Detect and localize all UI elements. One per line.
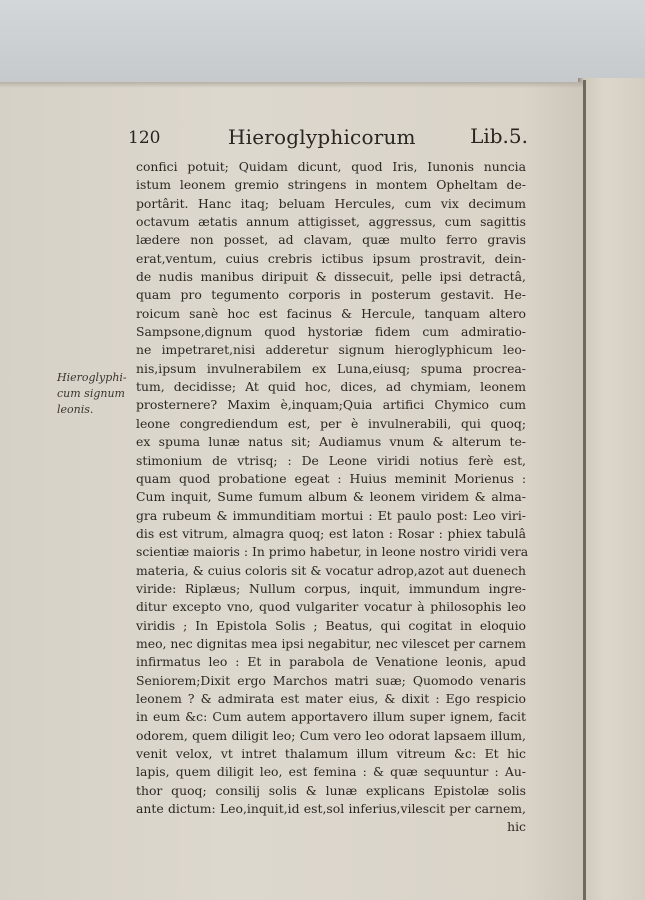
- text-line: erat,ventum, cuius crebris ictibus ipsum prostravit, dein-: [136, 250, 526, 266]
- text-line: portârit. Hanc itaq; beluam Hercules, cum vix decimum: [136, 195, 526, 211]
- marginal-note: [57, 370, 135, 418]
- text-line: venit velox, vt intret thalamum illum vitreum &c: Et hic: [136, 746, 526, 761]
- text-line: scientiæ maioris : In primo habetur, in leone nostro viridi vera: [136, 544, 529, 560]
- facing-page-edge: [578, 78, 645, 900]
- text-line: octavum ætatis annum attigisset, aggressus, cum sagittis: [136, 214, 526, 230]
- text-line: viride: Riplæus; Nullum corpus, inquit, immundum ingre-: [136, 580, 526, 596]
- text-line: stimonium de vtrisq; : De Leone viridi notius ferè est,: [136, 452, 526, 468]
- text-line: gra rubeum & immunditiam mortui : Et paulo post: Leo viri-: [136, 507, 526, 523]
- text-line: viridis ; In Epistola Solis ; Beatus, qui cogitat in eloquio: [136, 617, 526, 633]
- text-line: thor quoq; consilij solis & lunæ explicans Epistolæ solis: [136, 782, 526, 798]
- text-line: infirmatus leo : Et in parabola de Venatione leonis, apud: [136, 654, 526, 670]
- text-line: ante dictum: Leo,inquit,id est,sol inferius,vilescit per carnem,: [136, 801, 526, 817]
- text-line: Cum inquit, Sume fumum album & leonem viridem & alma-: [136, 489, 526, 505]
- text-line: de nudis manibus diripuit & dissecuit, pelle ipsi detractâ,: [136, 269, 526, 285]
- text-line: materia, & cuius coloris sit & vocatur adrop,azot aut duenech: [136, 562, 526, 578]
- marginal-note-line: Hieroglyphi-: [57, 371, 127, 384]
- text-line: quam pro tegumento corporis in posterum gestavit. He-: [136, 287, 526, 303]
- text-line: nis,ipsum invulnerabilem ex Luna,eiusq; spuma procrea-: [136, 360, 526, 376]
- background-surface: [0, 0, 645, 90]
- body-text: [136, 158, 529, 837]
- text-line: dis est vitrum, almagra quoq; est laton : Rosar : phiex tabulâ: [136, 525, 526, 541]
- text-line: odorem, quem diligit leo; Cum vero leo odorat lapsaem illum,: [136, 727, 526, 743]
- text-line: tum, decidisse; At quid hoc, dices, ad chymiam, leonem: [136, 379, 526, 395]
- text-line: ne impetraret,nisi adderetur signum hieroglyphicum leo-: [136, 342, 526, 358]
- book-label: Lib.5.: [470, 124, 528, 148]
- running-title: Hieroglyphicorum: [228, 125, 416, 149]
- text-line: quam quod probatione egeat : Huius meminit Morienus :: [136, 470, 526, 486]
- page-gutter: [583, 80, 586, 900]
- text-line: roicum sanè hoc est facinus & Hercule, tanquam altero: [136, 305, 526, 321]
- text-line: leonem ? & admirata est mater eius, & dixit : Ego respicio: [136, 690, 526, 706]
- text-line: prosternere? Maxim è,inquam;Quia artifici Chymico cum: [136, 397, 526, 413]
- text-line: ex spuma lunæ natus sit; Audiamus vnum & alterum te-: [136, 434, 526, 450]
- text-line: in eum &c: Cum autem apportavero illum super ignem, facit: [136, 709, 526, 725]
- text-line: istum leonem gremio stringens in montem Opheltam de-: [136, 177, 526, 193]
- marginal-note-line: cum signum: [57, 387, 125, 400]
- marginal-note-line: leonis.: [57, 403, 94, 416]
- text-line: ditur excepto vno, quod vulgariter vocatur à philosophis leo: [136, 599, 526, 615]
- text-line: leone congrediendum est, per è invulnerabili, qui quoq;: [136, 415, 526, 431]
- text-line: meo, nec dignitas mea ipsi negabitur, nec vilescet per carnem: [136, 635, 526, 651]
- text-line: Seniorem;Dixit ergo Marchos matri suæ; Quomodo venaris: [136, 672, 526, 688]
- text-line: lædere non posset, ad clavam, quæ multo ferro gravis: [136, 232, 526, 248]
- page-number: 120: [128, 128, 161, 148]
- text-line: lapis, quem diligit leo, est femina : & quæ sequuntur : Au-: [136, 764, 526, 780]
- page-header: [128, 124, 528, 154]
- text-line: confici potuit; Quidam dicunt, quod Iris, Iunonis nuncia: [136, 159, 526, 174]
- text-line: Sampsone,dignum quod hystoriæ fidem cum admiratio-: [136, 324, 526, 340]
- catchword: hic: [507, 819, 526, 835]
